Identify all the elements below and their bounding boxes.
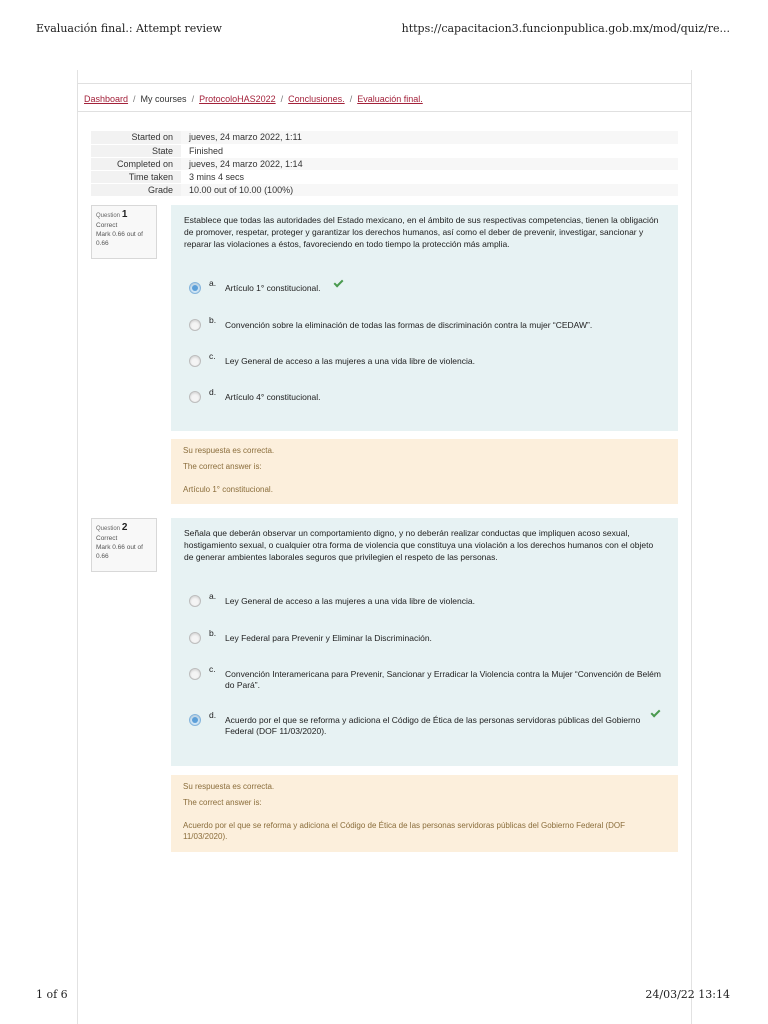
feedback-box (171, 775, 678, 852)
print-footer (0, 988, 768, 1002)
question-label: Question (96, 213, 121, 219)
answer-letter: a. (209, 591, 217, 601)
summary-value: jueves, 24 marzo 2022, 1:11 (181, 131, 678, 144)
radio-button[interactable] (189, 391, 201, 403)
breadcrumb-section[interactable]: Conclusiones. (288, 94, 345, 104)
summary-label: Grade (91, 183, 181, 196)
breadcrumb-separator: / (349, 94, 353, 104)
answer-letter: c. (209, 351, 216, 361)
answer-text: Artículo 4° constitucional. (225, 392, 321, 402)
feedback-message: Su respuesta es correcta. (183, 782, 275, 791)
answer-letter: d. (209, 387, 217, 397)
answer-text: Ley General de acceso a las mujeres a una vida libre de violencia. (225, 596, 475, 606)
radio-button[interactable] (189, 632, 201, 644)
breadcrumb-dashboard[interactable]: Dashboard (84, 94, 129, 104)
answer-letter: b. (209, 628, 217, 638)
answer-option-c[interactable] (189, 352, 669, 380)
question-number: 2 (121, 522, 128, 533)
breadcrumb-separator: / (133, 94, 136, 104)
summary-label: Time taken (91, 170, 181, 183)
question-text: Establece que todas las autoridades del Estado mexicano, en el ámbito de sus respectivas competencias, tienen la obligación de promover, respetar, proteger y garantizar los derechos humanos, así como el deber de prevenir, investigar, sancionar y reparar las violaciones a éstos, favoreciendo en todo tiempo la protección más amplia. (184, 215, 659, 249)
answer-text: Ley Federal para Prevenir y Eliminar la Discriminación. (225, 633, 432, 643)
answer-letter: d. (209, 710, 217, 720)
attempt-summary-table (91, 131, 678, 197)
answer-letter: b. (209, 315, 217, 325)
breadcrumb-course[interactable]: ProtocoloHAS2022 (199, 94, 276, 104)
breadcrumb-quiz[interactable]: Evaluación final. (357, 94, 423, 104)
breadcrumb-separator: / (191, 94, 195, 104)
print-datetime: 24/03/22 13:14 (645, 988, 730, 1001)
feedback-correct-answer: Artículo 1° constitucional. (183, 485, 273, 494)
answer-option-b[interactable] (189, 316, 669, 344)
answer-option-b[interactable] (189, 629, 669, 657)
answer-text: Artículo 1° constitucional. (225, 283, 321, 293)
feedback-box (171, 439, 678, 504)
question-info (91, 518, 157, 572)
radio-button[interactable] (189, 319, 201, 331)
breadcrumb-separator: / (280, 94, 284, 104)
question-card (171, 518, 678, 766)
summary-label: Completed on (91, 157, 181, 170)
summary-value: Finished (181, 144, 678, 157)
question-status: Correct (96, 535, 118, 542)
print-url: https://capacitacion3.funcionpublica.gob.mx/mod/quiz/re... (401, 22, 730, 35)
answer-text: Convención sobre la eliminación de todas las formas de discriminación contra la mujer “CEDAW”. (225, 320, 593, 330)
radio-button[interactable] (189, 668, 201, 680)
summary-value: 3 mins 4 secs (181, 170, 678, 183)
summary-label: State (91, 144, 181, 157)
summary-row-started (91, 131, 678, 144)
summary-row-time-taken (91, 170, 678, 183)
radio-button[interactable] (189, 595, 201, 607)
answer-letter: c. (209, 664, 216, 674)
radio-button[interactable] (189, 714, 201, 726)
breadcrumb (77, 83, 692, 112)
answer-text: Convención Interamericana para Prevenir, Sancionar y Erradicar la Violencia contra la Mujer “Convención de Belém do Pará”. (225, 669, 661, 690)
answer-option-d[interactable] (189, 711, 669, 745)
answer-text: Ley General de acceso a las mujeres a una vida libre de violencia. (225, 356, 475, 366)
feedback-message: Su respuesta es correcta. (183, 446, 275, 455)
answer-option-c[interactable] (189, 665, 669, 699)
answer-letter: a. (209, 278, 217, 288)
answer-option-a[interactable] (189, 279, 669, 307)
feedback-correct-answer: Acuerdo por el que se reforma y adiciona el Código de Ética de las personas servidoras públicas del Gobierno Federal (DOF 11/03/2020). (183, 821, 626, 841)
answer-option-d[interactable] (189, 388, 669, 416)
radio-button[interactable] (189, 355, 201, 367)
summary-value: 10.00 out of 10.00 (100%) (181, 183, 678, 196)
summary-value: jueves, 24 marzo 2022, 1:14 (181, 157, 678, 170)
question-label: Question (96, 526, 121, 532)
feedback-correct-label: The correct answer is: (183, 798, 262, 807)
question-card (171, 205, 678, 431)
feedback-correct-label: The correct answer is: (183, 462, 262, 471)
answer-text: Acuerdo por el que se reforma y adiciona el Código de Ética de las personas servidoras públicas del Gobierno Federal (DOF 11/03/2020). (225, 715, 641, 736)
radio-button[interactable] (189, 282, 201, 294)
print-page-title: Evaluación final.: Attempt review (36, 22, 222, 35)
print-page-number: 1 of 6 (36, 988, 68, 1001)
question-number: 1 (121, 209, 128, 220)
question-text: Señala que deberán observar un comportamiento digno, y no deberán realizar conductas que impliquen acoso sexual, hostigamiento sexual, o cualquier otra forma de violencia que constituya una violación a los derechos humanos con el objeto de generar ambientes laborales seguros que privilegien el respeto de las personas. (184, 528, 654, 562)
answer-option-a[interactable] (189, 592, 669, 620)
breadcrumb-my-courses: My courses (140, 94, 187, 104)
summary-label: Started on (91, 131, 181, 144)
summary-row-grade (91, 183, 678, 196)
question-mark: Mark 0.66 out of 0.66 (96, 231, 143, 247)
question-mark: Mark 0.66 out of 0.66 (96, 544, 143, 560)
print-header (0, 22, 768, 36)
question-status: Correct (96, 222, 118, 229)
question-info (91, 205, 157, 259)
summary-row-completed (91, 157, 678, 170)
summary-row-state (91, 144, 678, 157)
